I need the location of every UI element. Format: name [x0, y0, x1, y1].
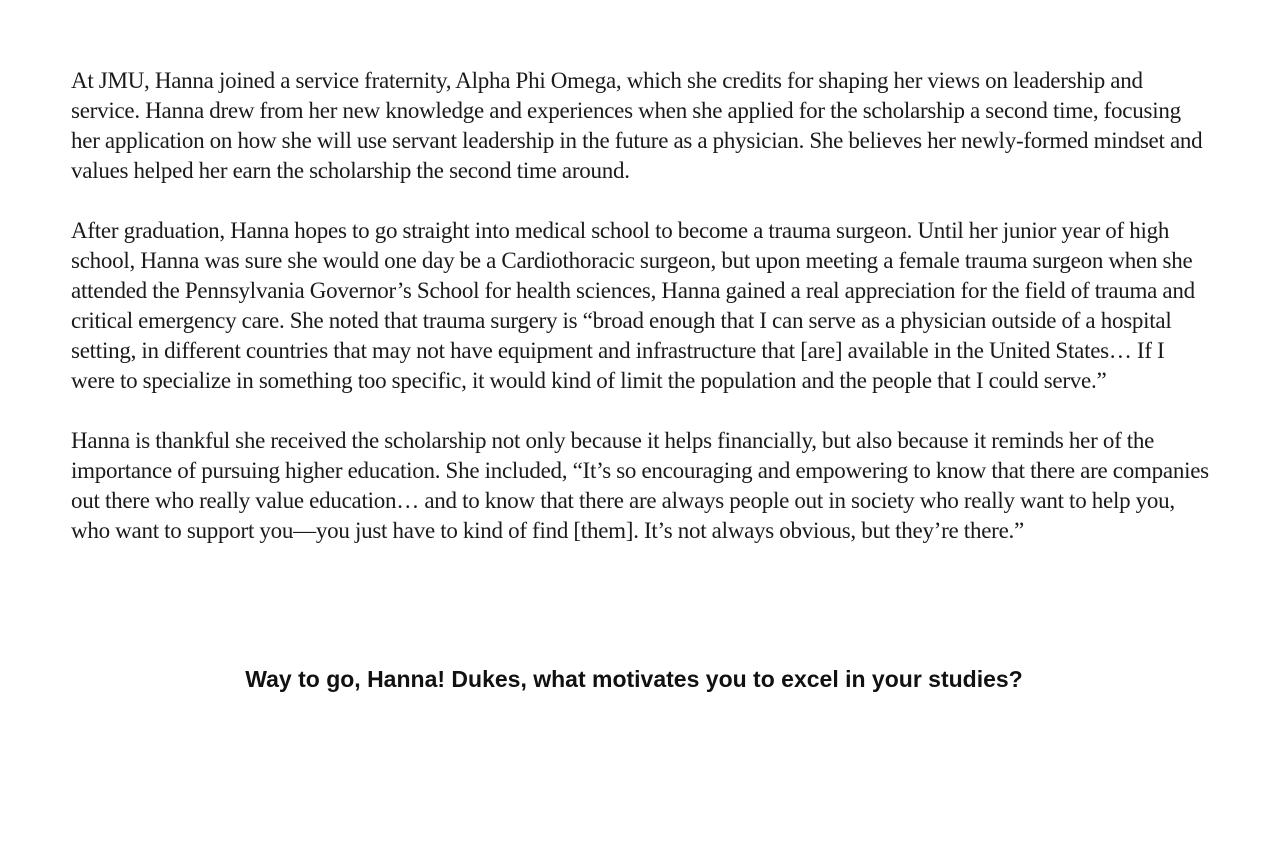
paragraph-fraternity: At JMU, Hanna joined a service fraternity, Alpha Phi Omega, which she credits for shaping her views on leadership and service. Hanna drew from her new knowledge and experiences when she applied for the scholarship a second time, focusing her application on how she will use servant leadership in the future as a physician. She believes her newly-formed mindset and values helped her earn the scholarship the second time around.: [71, 68, 1203, 183]
paragraph-career-plans: After graduation, Hanna hopes to go straight into medical school to become a trauma surgeon. Until her junior year of high school, Hanna was sure she would one day be a Cardiothoracic surgeon, but upon meeting a female trauma surgeon when she attended the Pennsylvania Governor’s School for health sciences, Hanna gained a real appreciation for the field of trauma and critical emergency care. She noted that trauma surgery is “broad enough that I can serve as a physician outside of a hospital setting, in different countries that may not have equipment and infrastructure that [are] available in the United States… If I were to specialize in something too specific, it would kind of limit the population and the people that I could serve.”: [71, 218, 1195, 393]
article-body: [71, 66, 1211, 576]
paragraph-gratitude: Hanna is thankful she received the scholarship not only because it helps financially, but also because it reminds her of the importance of pursuing higher education. She included, “It’s so encouraging and empowering to know that there are companies out there who really value education… and to know that there are always people out in society who really want to help you, who want to support you—you just have to kind of find [them]. It’s not always obvious, but they’re there.”: [71, 428, 1209, 543]
closing-question: Way to go, Hanna! Dukes, what motivates you to excel in your studies?: [245, 666, 1023, 692]
